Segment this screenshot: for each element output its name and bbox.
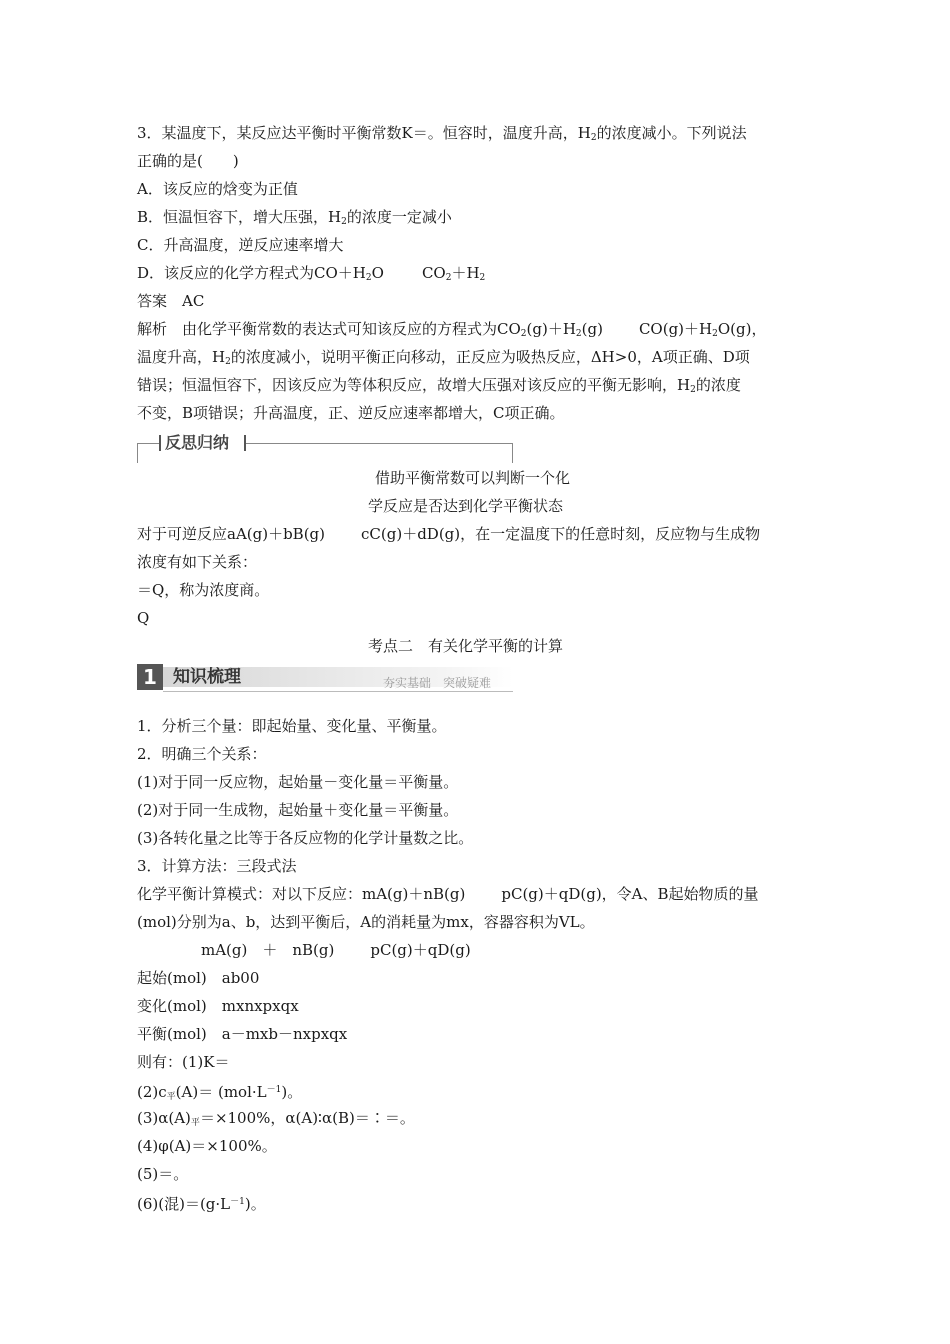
badge-underline [163, 691, 513, 692]
q3-analysis-line2: 温度升高，$H_2$的浓度减小，说明平衡正向移动，正反应为吸热反应，ΔH>0，A项正确、D项 [137, 348, 750, 367]
reflection-line-2: 浓度有如下关系： [137, 553, 258, 571]
body-line-7: 化学平衡计算模式：对以下反应：mA(g)＋nB(g) pC(g)＋qD(g)，令A、B起始物质的量 [137, 885, 759, 903]
result-1: 则有：(1)K＝ [137, 1053, 230, 1071]
q3-analysis-line1: 解析 由化学平衡常数的表达式可知该反应的方程式为$CO_2(g)+H_2(g)$ $CO(g)+H_2O(g)$， [137, 320, 767, 339]
reflection-header [137, 433, 513, 463]
q3-option-a: A．该反应的焓变为正值 [137, 180, 298, 198]
body-line-3: (1)对于同一反应物，起始量－变化量＝平衡量。 [137, 773, 459, 791]
q3-stem-line1: 3．某温度下，某反应达平衡时平衡常数K＝。恒容时，温度升高，$H_2$的浓度减小。下列说法 [137, 124, 747, 143]
reflection-center-2: 学反应是否达到化学平衡状态 [368, 497, 564, 515]
badge-number: 1 [137, 664, 163, 690]
result-4: (4)φ(A)＝×100%。 [137, 1137, 277, 1155]
body-line-6: 3．计算方法：三段式法 [137, 857, 297, 875]
knowledge-badge [137, 664, 513, 694]
reaction-equation: mA(g) ＋ nB(g) pC(g)＋qD(g) [201, 941, 471, 959]
badge-subtitle: 夯实基础 突破疑难 [383, 676, 492, 690]
q3-option-b: B．恒温恒容下，增大压强，$H_2$的浓度一定减小 [137, 208, 452, 227]
q3-answer: 答案 AC [137, 292, 205, 310]
badge-title: 知识梳理 [173, 667, 241, 687]
row-balance: 平衡(mol) a－mxb－nxpxqx [137, 1025, 348, 1043]
row-start: 起始(mol) ab00 [137, 969, 260, 987]
q3-option-c: C．升高温度，逆反应速率增大 [137, 236, 344, 254]
section-title: 考点二 有关化学平衡的计算 [368, 637, 564, 655]
q3-analysis-line3: 错误；恒温恒容下，因该反应为等体积反应，故增大压强对该反应的平衡无影响，$H_2$的浓度 [137, 376, 741, 395]
body-line-1: 1．分析三个量：即起始量、变化量、平衡量。 [137, 717, 447, 735]
result-3: $(3)\alpha(A)_平=\times 100\%$，α(A)∶α(B)＝∶＝。 [137, 1109, 415, 1128]
result-6: (6)(混)$=(g\cdot L^{-1})$。 [137, 1195, 266, 1213]
q3-analysis-line4: 不变，B项错误；升高温度，正、逆反应速率都增大，C项正确。 [137, 404, 565, 422]
body-line-5: (3)各转化量之比等于各反应物的化学计量数之比。 [137, 829, 474, 847]
body-line-4: (2)对于同一生成物，起始量＋变化量＝平衡量。 [137, 801, 459, 819]
reflection-title: 反思归纳 [165, 433, 230, 452]
body-line-2: 2．明确三个关系： [137, 745, 267, 763]
reflection-line-1: 对于可逆反应aA(g)＋bB(g) cC(g)＋dD(g)，在一定温度下的任意时刻，反应物与生成物 [137, 525, 761, 543]
reflection-line-3: ＝Q，称为浓度商。 [137, 581, 270, 599]
q3-option-d: D．该反应的化学方程式为$CO+H_2O$ $CO_2+H_2$ [137, 264, 486, 283]
row-change: 变化(mol) mxnxpxqx [137, 997, 299, 1015]
result-5: (5)＝。 [137, 1165, 189, 1183]
result-2: $(2)c_平(A)= (mol\cdot L^{-1})$。 [137, 1083, 303, 1102]
reflection-line-4: Q [137, 609, 150, 627]
q3-stem-line2: 正确的是( ) [137, 152, 239, 170]
reflection-center-1: 借助平衡常数可以判断一个化 [375, 469, 571, 487]
body-line-8: (mol)分别为a、b，达到平衡后，A的消耗量为mx，容器容积为VL。 [137, 913, 595, 931]
